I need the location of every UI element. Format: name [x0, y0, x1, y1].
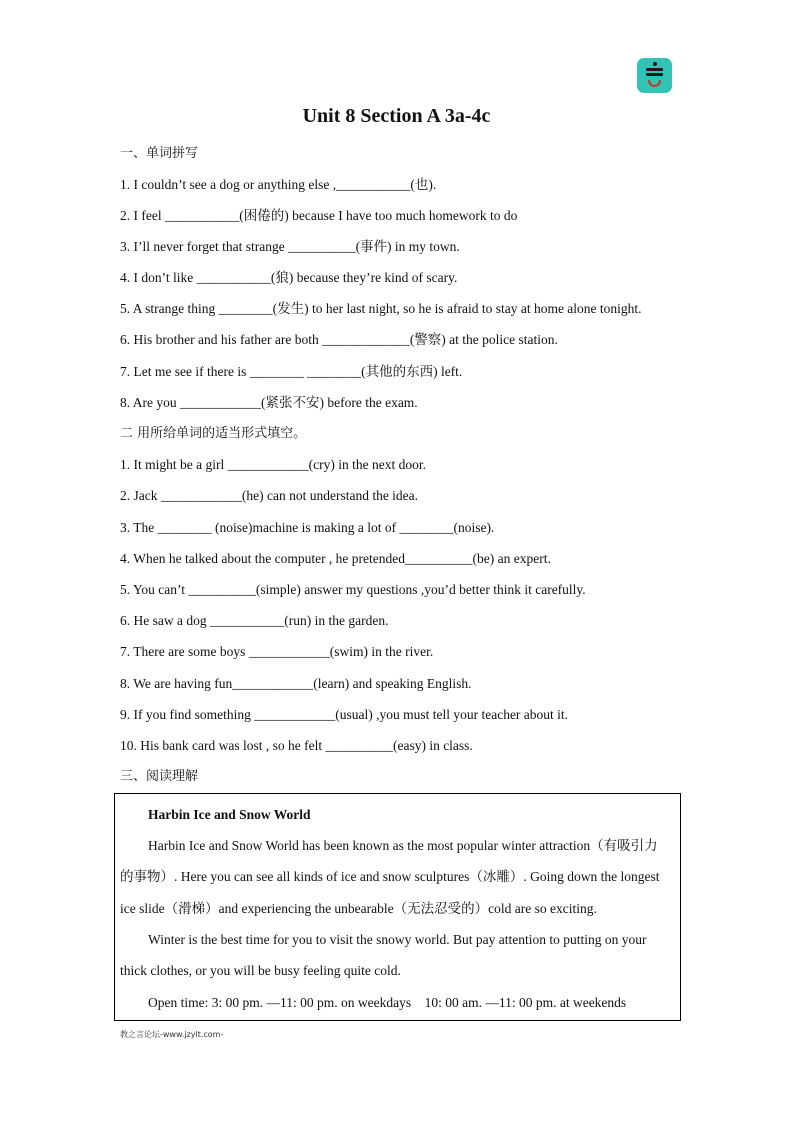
passage-line: Open time: 3: 00 pm. —11: 00 pm. on weekdays 10: 00 am. —11: 00 pm. at weekends [148, 995, 627, 1010]
passage-line: 的事物）. Here you can see all kinds of ice and snow sculptures（冰雕）. Going down the longest [120, 869, 660, 884]
section-heading-spelling: 一、单词拼写 [120, 146, 199, 161]
exercise-item: 7. Let me see if there is ________ ________(其他的东西) left. [120, 364, 463, 379]
passage-line: Winter is the best time for you to visit the snowy world. But pay attention to putting on your [148, 932, 647, 947]
exercise-item: 1. I couldn’t see a dog or anything else ,___________(也). [120, 177, 437, 192]
exercise-item: 3. The ________ (noise)machine is making a lot of ________(noise). [120, 520, 495, 535]
exercise-item: 5. A strange thing ________(发生) to her last night, so he is afraid to stay at home alone tonight. [120, 301, 642, 316]
section-heading-word-forms: 二 用所给单词的适当形式填空。 [120, 426, 307, 441]
footer-watermark: 教之言论坛-www.jzylt.com- [120, 1030, 224, 1039]
exercise-item: 8. We are having fun____________(learn) and speaking English. [120, 676, 472, 691]
passage-title: Harbin Ice and Snow World [148, 807, 311, 822]
exercise-item: 6. He saw a dog ___________(run) in the garden. [120, 613, 389, 628]
exercise-item: 8. Are you ____________(紧张不安) before the exam. [120, 395, 418, 410]
page-title: Unit 8 Section A 3a-4c [302, 105, 491, 127]
exercise-item: 7. There are some boys ____________(swim) in the river. [120, 644, 434, 659]
reading-passage-box [114, 793, 681, 1021]
jiaozhiyan-logo-icon [637, 58, 672, 93]
section-heading-reading: 三、阅读理解 [120, 769, 199, 784]
passage-line: thick clothes, or you will be busy feeling quite cold. [120, 963, 401, 978]
exercise-item: 2. Jack ____________(he) can not understand the idea. [120, 488, 419, 503]
exercise-item: 10. His bank card was lost , so he felt __________(easy) in class. [120, 738, 473, 753]
exercise-item: 9. If you find something ____________(usual) ,you must tell your teacher about it. [120, 707, 569, 722]
passage-line: Harbin Ice and Snow World has been known as the most popular winter attraction（有吸引力 [148, 838, 658, 853]
exercise-item: 6. His brother and his father are both _____________(警察) at the police station. [120, 332, 558, 347]
exercise-item: 4. When he talked about the computer , he pretended__________(be) an expert. [120, 551, 551, 566]
exercise-item: 3. I’ll never forget that strange __________(事件) in my town. [120, 239, 460, 254]
passage-line: ice slide（滑梯）and experiencing the unbearable（无法忍受的）cold are so exciting. [120, 901, 597, 916]
exercise-item: 2. I feel ___________(困倦的) because I have too much homework to do [120, 208, 518, 223]
exercise-item: 4. I don’t like ___________(狼) because they’re kind of scary. [120, 270, 458, 285]
exercise-item: 5. You can’t __________(simple) answer my questions ,you’d better think it carefully. [120, 582, 586, 597]
exercise-item: 1. It might be a girl ____________(cry) in the next door. [120, 457, 426, 472]
